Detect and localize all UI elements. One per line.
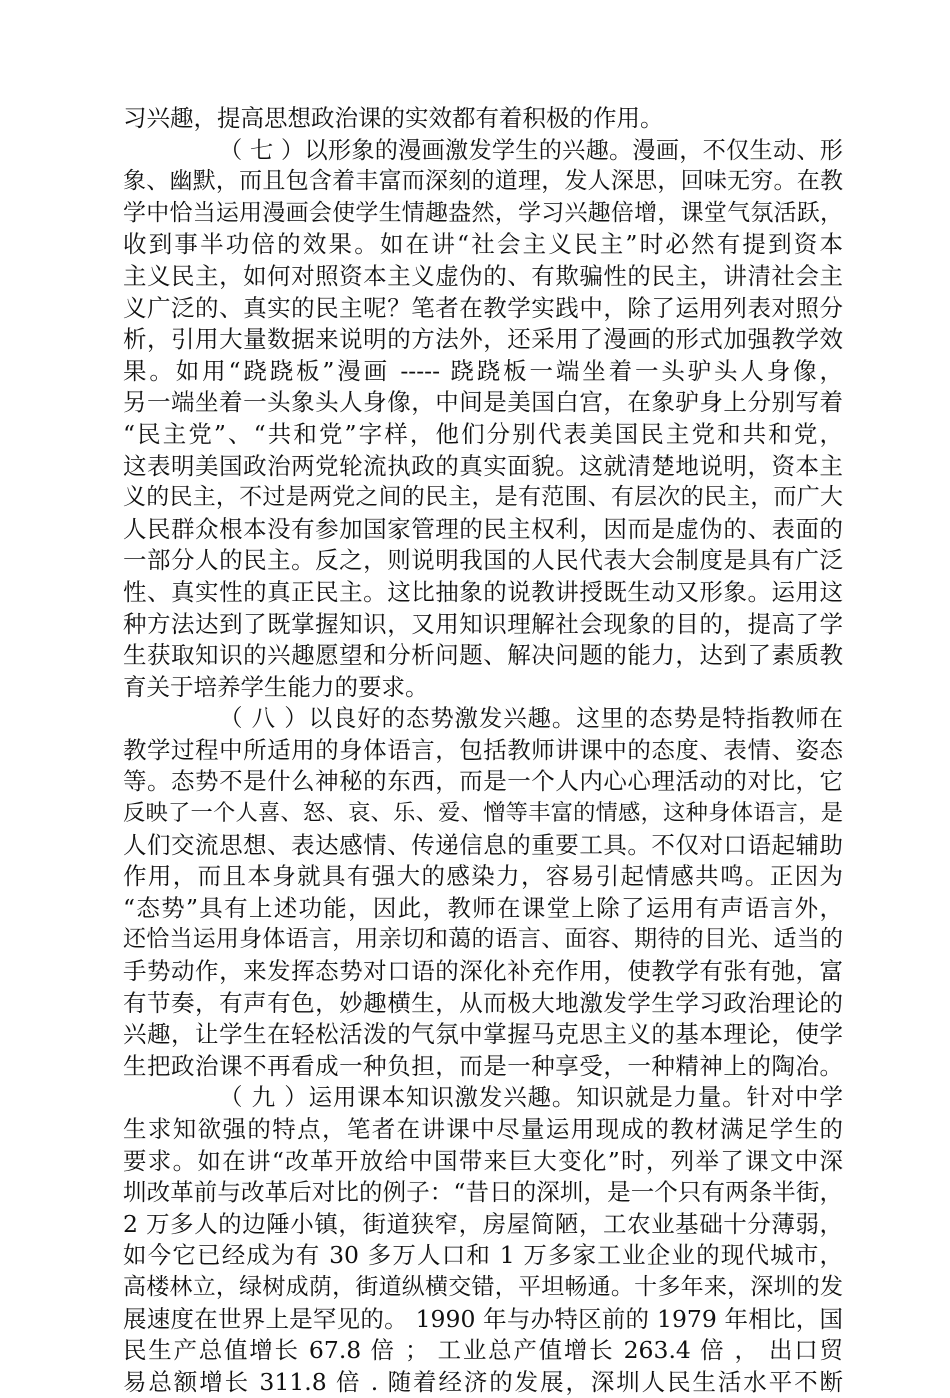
text-line: （ 九 ）运用课本知识激发兴趣。知识就是力量。针对中学 bbox=[219, 1083, 843, 1112]
text-line: 收到事半功倍的效果。如在讲“社会主义民主”时必然有提到资本 bbox=[123, 230, 843, 259]
text-line: （ 七 ）以形象的漫画激发学生的兴趣。漫画，不仅生动、形 bbox=[219, 136, 843, 164]
text-line: 生获取知识的兴趣愿望和分析问题、解决问题的能力，达到了素质教 bbox=[123, 641, 843, 670]
text-line: 人民群众根本没有参加国家管理的民主权利，因而是虚伪的、表面的 bbox=[123, 514, 843, 543]
text-line: 手势动作，来发挥态势对口语的深化补充作用，使教学有张有弛，富 bbox=[123, 957, 843, 986]
text-line: 有节奏，有声有色，妙趣横生，从而极大地激发学生学习政治理论的 bbox=[123, 988, 843, 1017]
text-line: 展速度在世界上是罕见的。 1990 年与办特区前的 1979 年相比，国 bbox=[123, 1304, 843, 1333]
text-line: 作用，而且本身就具有强大的感染力，容易引起情感共鸣。正因为 bbox=[123, 862, 843, 891]
text-line: 圳改革前与改革后对比的例子：“昔日的深圳，是一个只有两条半街， bbox=[123, 1178, 843, 1207]
text-line: 民生产总值增长 67.8 倍 ； 工业总产值增长 263.4 倍 ， 出口贸 bbox=[123, 1336, 843, 1365]
text-line: 人们交流思想、表达感情、传递信息的重要工具。不仅对口语起辅助 bbox=[123, 830, 843, 859]
text-line: 如今它已经成为有 30 多万人口和 1 万多家工业企业的现代城市， bbox=[123, 1241, 843, 1270]
text-line: 生求知欲强的特点，笔者在讲课中尽量运用现成的教材满足学生的 bbox=[123, 1115, 843, 1143]
text-line: 教学过程中所适用的身体语言，包括教师讲课中的态度、表情、姿态 bbox=[123, 735, 843, 764]
text-line: 义的民主，不过是两党之间的民主，是有范围、有层次的民主，而广大 bbox=[123, 484, 843, 511]
text-line: 析，引用大量数据来说明的方法外，还采用了漫画的形式加强教学效 bbox=[123, 325, 843, 354]
body-text bbox=[123, 103, 843, 1398]
text-line: 性、真实性的真正民主。这比抽象的说教讲授既生动又形象。运用这 bbox=[123, 577, 843, 606]
text-line: 另一端坐着一头象头人身像，中间是美国白宫，在象驴身上分别写着 bbox=[123, 388, 843, 417]
text-line: “态势”具有上述功能，因此，教师在课堂上除了运用有声语言外， bbox=[123, 893, 843, 922]
text-line: 要求。如在讲“改革开放给中国带来巨大变化”时，列举了课文中深 bbox=[123, 1146, 843, 1175]
text-line: 育关于培养学生能力的要求。 bbox=[123, 672, 429, 701]
text-line: 义广泛的、真实的民主呢？笔者在教学实践中，除了运用列表对照分 bbox=[123, 293, 843, 322]
text-line: 易总额增长 311.8 倍 . 随着经济的发展，深圳人民生活水平不断 bbox=[123, 1367, 843, 1396]
text-line: 主义民主，如何对照资本主义虚伪的、有欺骗性的民主，讲清社会主 bbox=[123, 261, 843, 290]
text-line: 2 万多人的边陲小镇，街道狭窄，房屋简陋，工农业基础十分薄弱， bbox=[123, 1209, 843, 1238]
text-line: 这表明美国政治两党轮流执政的真实面貌。这就清楚地说明，资本主 bbox=[123, 451, 843, 480]
text-line: 生把政治课不再看成一种负担，而是一种享受，一种精神上的陶冶。 bbox=[123, 1051, 843, 1080]
text-line: 果。如用“跷跷板”漫画 ----- 跷跷板一端坐着一头驴头人身像， bbox=[123, 356, 843, 385]
text-line: 习兴趣，提高思想政治课的实效都有着积极的作用。 bbox=[123, 104, 664, 132]
text-line: 兴趣，让学生在轻松活泼的气氛中掌握马克思主义的基本理论，使学 bbox=[123, 1020, 843, 1049]
text-line: “民主党”、“共和党”字样，他们分别代表美国民主党和共和党， bbox=[123, 419, 843, 448]
text-line: 等。态势不是什么神秘的东西，而是一个人内心心理活动的对比，它 bbox=[123, 767, 843, 796]
text-line: 象、幽默，而且包含着丰富而深刻的道理，发人深思，回味无穷。在教 bbox=[123, 168, 843, 195]
text-line: 种方法达到了既掌握知识，又用知识理解社会现象的目的，提高了学 bbox=[123, 609, 843, 638]
text-line: （ 八 ）以良好的态势激发兴趣。这里的态势是特指教师在 bbox=[219, 704, 843, 733]
text-line: 高楼林立，绿树成荫，街道纵横交错，平坦畅通。十多年来，深圳的发 bbox=[123, 1273, 843, 1300]
text-line: 反映了一个人喜、怒、哀、乐、爱、憎等丰富的情感，这种身体语言，是 bbox=[123, 800, 843, 827]
text-line: 一部分人的民主。反之，则说明我国的人民代表大会制度是具有广泛 bbox=[123, 546, 843, 575]
text-line: 还恰当运用身体语言，用亲切和蔼的语言、面容、期待的目光、适当的 bbox=[123, 926, 843, 953]
text-line: 学中恰当运用漫画会使学生情趣盎然，学习兴趣倍增，课堂气氛活跃， bbox=[123, 199, 843, 226]
